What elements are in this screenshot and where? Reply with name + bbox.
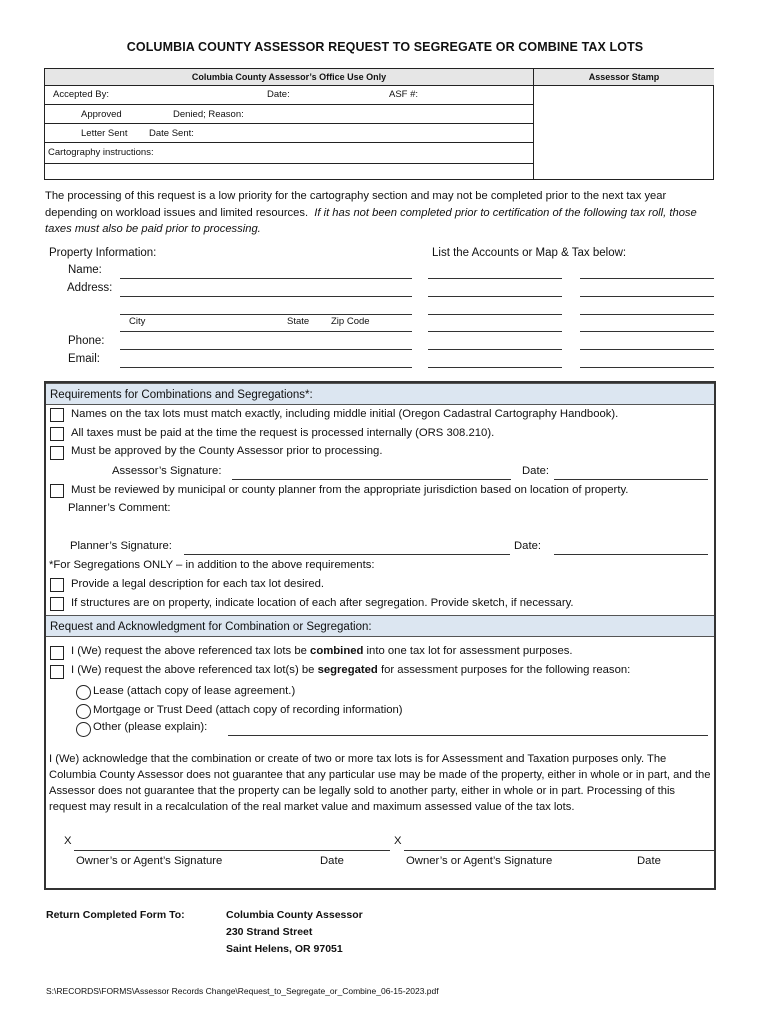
- zip-label: Zip Code: [331, 316, 370, 327]
- office-date-label: Date:: [267, 89, 290, 100]
- requirement-text: Names on the tax lots must match exactly, including middle initial (Oregon Cadastral Cartography Handbook).: [71, 408, 619, 420]
- owner-date-label: Date: [320, 855, 344, 867]
- denied-label: Denied; Reason:: [173, 109, 244, 120]
- assessor-signature-label: Assessor’s Signature:: [112, 465, 222, 477]
- name-input[interactable]: [120, 278, 412, 279]
- signature-x-mark: X: [64, 835, 72, 847]
- return-label: Return Completed Form To:: [46, 909, 185, 921]
- combine-checkbox[interactable]: [50, 646, 64, 660]
- address-input[interactable]: [120, 296, 412, 297]
- reason-radio-lease[interactable]: [76, 685, 91, 700]
- office-use-section: [45, 69, 534, 179]
- date-sent-label: Date Sent:: [149, 128, 194, 139]
- reason-other-text: Other (please explain):: [93, 721, 208, 733]
- reason-lease-text: Lease (attach copy of lease agreement.): [93, 685, 296, 697]
- account-input[interactable]: [428, 278, 562, 279]
- requirement-text: Must be approved by the County Assessor prior to processing.: [71, 445, 383, 457]
- assessor-stamp-header: Assessor Stamp: [534, 69, 714, 86]
- combine-request-text: I (We) request the above referenced tax lots be combined into one tax lot for assessment purposes.: [71, 645, 573, 657]
- planner-review-text: Must be reviewed by municipal or county planner from the appropriate jurisdiction based on location of property.: [71, 484, 629, 496]
- office-use-header: Columbia County Assessor’s Office Use Only: [45, 69, 533, 86]
- city-label: City: [129, 316, 146, 327]
- account-input[interactable]: [428, 296, 562, 297]
- planner-date-label: Date:: [514, 540, 542, 552]
- owner-signature-label: Owner’s or Agent’s Signature: [76, 855, 223, 867]
- owner-signature-input[interactable]: [74, 850, 390, 851]
- request-heading: Request and Acknowledgment for Combination or Segregation:: [46, 615, 714, 637]
- accepted-by-row: [45, 86, 533, 105]
- property-info-heading: Property Information:: [49, 247, 157, 259]
- account-input[interactable]: [580, 278, 714, 279]
- assessor-signature-input[interactable]: [232, 479, 511, 480]
- return-address-line2: 230 Strand Street: [226, 926, 313, 938]
- requirement-checkbox[interactable]: [50, 446, 64, 460]
- owner-date-label-2: Date: [637, 855, 661, 867]
- requirement-text: All taxes must be paid at the time the request is processed internally (ORS 308.210).: [71, 427, 495, 439]
- city-state-zip-input[interactable]: [120, 331, 412, 332]
- account-input[interactable]: [580, 314, 714, 315]
- reason-mortgage-text: Mortgage or Trust Deed (attach copy of recording information): [93, 704, 403, 716]
- planner-review-checkbox[interactable]: [50, 484, 64, 498]
- assessor-date-input[interactable]: [554, 479, 708, 480]
- assessor-date-label: Date:: [522, 465, 550, 477]
- segregations-only-note: *For Segregations ONLY – in addition to the above requirements:: [49, 559, 375, 571]
- file-path-footer: S:\RECORDS\FORMS\Assessor Records Change\Request_to_Segregate_or_Combine_06-15-2023.pdf: [46, 986, 439, 996]
- phone-label: Phone:: [68, 335, 105, 347]
- planner-date-input[interactable]: [554, 554, 708, 555]
- phone-input[interactable]: [120, 349, 412, 350]
- owner-signature-input-2[interactable]: [404, 850, 714, 851]
- form-title: COLUMBIA COUNTY ASSESSOR REQUEST TO SEGREGATE OR COMBINE TAX LOTS: [126, 40, 644, 54]
- letter-sent-label: Letter Sent: [81, 128, 128, 139]
- state-label: State: [287, 316, 310, 327]
- segregation-text: Provide a legal description for each tax lot desired.: [71, 578, 325, 590]
- notice-text: The processing of this request is a low priority for the cartography section and may not be completed prior to the next tax year depending on workload issues and limited resources.: [45, 190, 667, 219]
- account-input[interactable]: [580, 349, 714, 350]
- accepted-by-label: Accepted By:: [53, 89, 109, 100]
- account-input[interactable]: [580, 331, 714, 332]
- email-label: Email:: [68, 353, 100, 365]
- acknowledgment-paragraph: I (We) acknowledge that the combination or create of two or more tax lots is for Assessment and Taxation purposes only. The Columbia County Assessor does not guarantee that any particular use may be made of the property, either in whole or in part, and the Assessor does not guarantee that the property can be legally sold to another party, either in whole or in part. Processing of this request may result in a recalculation of the real market value and maximum assessed value of the tax lots.: [49, 753, 711, 813]
- reason-radio-other[interactable]: [76, 722, 91, 737]
- planner-signature-label: Planner’s Signature:: [70, 540, 172, 552]
- reason-radio-mortgage[interactable]: [76, 704, 91, 719]
- segregation-checkbox[interactable]: [50, 597, 64, 611]
- name-label: Name:: [68, 264, 102, 276]
- email-input[interactable]: [120, 367, 412, 368]
- address-label: Address:: [67, 282, 113, 294]
- return-address-line3: Saint Helens, OR 97051: [226, 943, 343, 955]
- segregate-request-text: I (We) request the above referenced tax lot(s) be segregated for assessment purposes for the following reason:: [71, 664, 631, 676]
- account-input[interactable]: [428, 349, 562, 350]
- owner-signature-label-2: Owner’s or Agent’s Signature: [406, 855, 553, 867]
- cartography-label: Cartography instructions:: [48, 147, 154, 158]
- planner-comment-label: Planner’s Comment:: [68, 502, 171, 514]
- requirement-checkbox[interactable]: [50, 408, 64, 422]
- cartography-row: [45, 143, 533, 164]
- approved-label: Approved: [81, 109, 122, 120]
- segregation-checkbox[interactable]: [50, 578, 64, 592]
- notice-paragraph: [45, 188, 717, 238]
- account-input[interactable]: [428, 314, 562, 315]
- office-use-box: [44, 68, 714, 180]
- other-explain-input[interactable]: [228, 735, 708, 736]
- account-input[interactable]: [580, 367, 714, 368]
- accounts-heading: List the Accounts or Map & Tax below:: [432, 247, 627, 259]
- asf-label: ASF #:: [389, 89, 419, 100]
- account-input[interactable]: [580, 296, 714, 297]
- segregation-text: If structures are on property, indicate location of each after segregation. Provide sketch, if necessary.: [71, 597, 574, 609]
- planner-signature-input[interactable]: [184, 554, 510, 555]
- return-address-line1: Columbia County Assessor: [226, 909, 363, 921]
- approval-row: [45, 105, 533, 124]
- account-input[interactable]: [428, 367, 562, 368]
- signature-x-mark: X: [394, 835, 402, 847]
- account-input[interactable]: [428, 331, 562, 332]
- letter-row: [45, 124, 533, 143]
- requirements-heading: Requirements for Combinations and Segregations*:: [46, 383, 714, 405]
- notice-italic: If it has not been completed prior to certification of the following tax roll, those taxes must also be paid prior to processing.: [45, 206, 697, 235]
- segregate-checkbox[interactable]: [50, 665, 64, 679]
- requirement-checkbox[interactable]: [50, 427, 64, 441]
- address-line2-input[interactable]: [120, 314, 412, 315]
